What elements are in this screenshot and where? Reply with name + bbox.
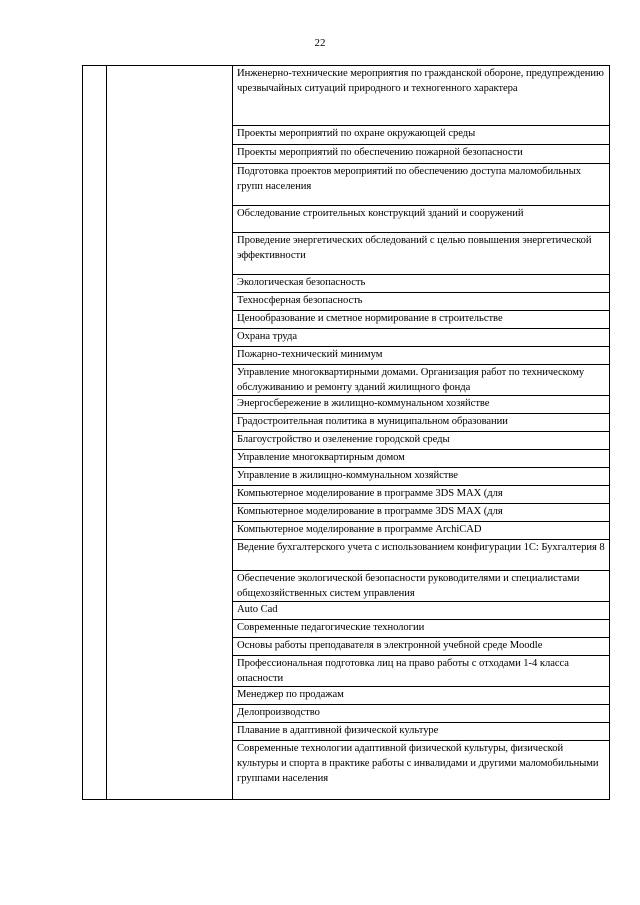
course-title-cell: Ценообразование и сметное нормирование в строительстве bbox=[233, 311, 610, 329]
course-title-cell: Охрана труда bbox=[233, 329, 610, 347]
course-title-cell: Обследование строительных конструкций зданий и сооружений bbox=[233, 206, 610, 233]
course-title-cell: Градостроительная политика в муниципальном образовании bbox=[233, 414, 610, 432]
course-title-cell: Инженерно-технические мероприятия по гражданской обороне, предупреждению чрезвычайных ситуаций природного и техногенного характера bbox=[233, 66, 610, 126]
course-title-cell: Энергосбережение в жилищно-коммунальном хозяйстве bbox=[233, 396, 610, 414]
course-title-cell: Современные педагогические технологии bbox=[233, 620, 610, 638]
course-title-cell: Компьютерное моделирование в программе ArchiCAD bbox=[233, 522, 610, 540]
course-title-cell: Современные технологии адаптивной физической культуры, физической культуры и спорта в практике работы с инвалидами и другими маломобильными группами населения bbox=[233, 741, 610, 800]
course-title-cell: Управление в жилищно-коммунальном хозяйстве bbox=[233, 468, 610, 486]
course-title-cell: Профессиональная подготовка лиц на право работы с отходами 1-4 класса опасности bbox=[233, 656, 610, 687]
course-title-cell: Делопроизводство bbox=[233, 705, 610, 723]
course-title-cell: Управление многоквартирным домом bbox=[233, 450, 610, 468]
course-title-cell: Ведение бухгалтерского учета с использованием конфигурации 1С: Бухгалтерия 8 bbox=[233, 540, 610, 571]
course-title-cell: Менеджер по продажам bbox=[233, 687, 610, 705]
course-title-cell: Плавание в адаптивной физической культуре bbox=[233, 723, 610, 741]
course-title-cell: Компьютерное моделирование в программе 3DS MAX (для bbox=[233, 504, 610, 522]
course-title-cell: Благоустройство и озеленение городской среды bbox=[233, 432, 610, 450]
course-title-cell: Обеспечение экологической безопасности руководителями и специалистами общехозяйственных систем управления bbox=[233, 571, 610, 602]
course-title-cell: Auto Cad bbox=[233, 602, 610, 620]
course-title-cell: Основы работы преподавателя в электронной учебной среде Moodle bbox=[233, 638, 610, 656]
course-title-cell: Подготовка проектов мероприятий по обеспечению доступа маломобильных групп населения bbox=[233, 164, 610, 206]
category-column-cell bbox=[107, 66, 233, 800]
number-column-cell bbox=[83, 66, 107, 800]
course-title-cell: Техносферная безопасность bbox=[233, 293, 610, 311]
course-title-cell: Проекты мероприятий по охране окружающей среды bbox=[233, 126, 610, 145]
course-title-cell: Экологическая безопасность bbox=[233, 275, 610, 293]
courses-table bbox=[82, 65, 610, 800]
table-row bbox=[83, 66, 610, 126]
course-title-cell: Пожарно-технический минимум bbox=[233, 347, 610, 365]
course-title-cell: Компьютерное моделирование в программе 3DS MAX (для bbox=[233, 486, 610, 504]
course-title-cell: Проведение энергетических обследований с целью повышения энергетической эффективности bbox=[233, 233, 610, 275]
course-title-cell: Проекты мероприятий по обеспечению пожарной безопасности bbox=[233, 145, 610, 164]
course-title-cell: Управление многоквартирными домами. Организация работ по техническому обслуживанию и ремонту зданий жилищного фонда bbox=[233, 365, 610, 396]
page-number: 22 bbox=[314, 37, 326, 49]
